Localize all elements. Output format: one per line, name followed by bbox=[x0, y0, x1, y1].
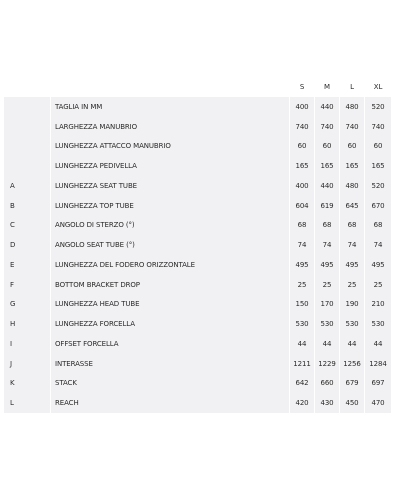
row-letter bbox=[4, 156, 50, 176]
table-row bbox=[4, 334, 391, 354]
row-letter bbox=[4, 117, 50, 137]
value-l: 645 bbox=[340, 196, 364, 216]
row-label: LUNGHEZZA ATTACCO MANUBRIO bbox=[51, 137, 289, 157]
value-s: 604 bbox=[290, 196, 314, 216]
row-letter bbox=[4, 137, 50, 157]
value-s: 495 bbox=[290, 255, 314, 275]
value-l: 530 bbox=[340, 314, 364, 334]
value-s: 740 bbox=[290, 117, 314, 137]
value-s: 165 bbox=[290, 156, 314, 176]
table-row bbox=[4, 393, 391, 413]
value-l: 68 bbox=[340, 216, 364, 236]
value-l: 25 bbox=[340, 275, 364, 295]
table-row bbox=[4, 354, 391, 374]
row-letter: B bbox=[4, 196, 50, 216]
value-l: 740 bbox=[340, 117, 364, 137]
value-m: 440 bbox=[315, 97, 339, 117]
table-row bbox=[4, 216, 391, 236]
row-letter: I bbox=[4, 334, 50, 354]
value-s: 530 bbox=[290, 314, 314, 334]
value-xl: 68 bbox=[365, 216, 391, 236]
value-xl: 1284 bbox=[365, 354, 391, 374]
row-label: REACH bbox=[51, 393, 289, 413]
value-xl: 210 bbox=[365, 295, 391, 315]
row-label: LARGHEZZA MANUBRIO bbox=[51, 117, 289, 137]
value-s: 68 bbox=[290, 216, 314, 236]
value-xl: 74 bbox=[365, 235, 391, 255]
row-label: LUNGHEZZA HEAD TUBE bbox=[51, 295, 289, 315]
value-l: 450 bbox=[340, 393, 364, 413]
size-header-xl: XL bbox=[365, 76, 391, 97]
table-row bbox=[4, 374, 391, 394]
row-label: LUNGHEZZA TOP TUBE bbox=[51, 196, 289, 216]
value-s: 400 bbox=[290, 97, 314, 117]
value-s: 25 bbox=[290, 275, 314, 295]
value-xl: 60 bbox=[365, 137, 391, 157]
value-m: 740 bbox=[315, 117, 339, 137]
table-row bbox=[4, 235, 391, 255]
value-m: 495 bbox=[315, 255, 339, 275]
value-l: 679 bbox=[340, 374, 364, 394]
value-s: 420 bbox=[290, 393, 314, 413]
row-letter: F bbox=[4, 275, 50, 295]
row-letter: L bbox=[4, 393, 50, 413]
header-blank-label bbox=[51, 76, 289, 97]
value-s: 74 bbox=[290, 235, 314, 255]
table-row bbox=[4, 314, 391, 334]
value-m: 1229 bbox=[315, 354, 339, 374]
value-l: 495 bbox=[340, 255, 364, 275]
row-label: STACK bbox=[51, 374, 289, 394]
row-letter: C bbox=[4, 216, 50, 236]
value-m: 60 bbox=[315, 137, 339, 157]
value-l: 74 bbox=[340, 235, 364, 255]
table-row bbox=[4, 137, 391, 157]
table-row bbox=[4, 295, 391, 315]
value-m: 170 bbox=[315, 295, 339, 315]
value-s: 1211 bbox=[290, 354, 314, 374]
row-letter: J bbox=[4, 354, 50, 374]
value-l: 44 bbox=[340, 334, 364, 354]
row-label: ANGOLO SEAT TUBE (°) bbox=[51, 235, 289, 255]
value-m: 25 bbox=[315, 275, 339, 295]
value-m: 74 bbox=[315, 235, 339, 255]
table-row bbox=[4, 117, 391, 137]
value-xl: 165 bbox=[365, 156, 391, 176]
value-xl: 44 bbox=[365, 334, 391, 354]
size-header-m: M bbox=[315, 76, 339, 97]
table-row bbox=[4, 275, 391, 295]
row-label: INTERASSE bbox=[51, 354, 289, 374]
value-xl: 530 bbox=[365, 314, 391, 334]
value-xl: 697 bbox=[365, 374, 391, 394]
value-xl: 670 bbox=[365, 196, 391, 216]
row-label: ANGOLO DI STERZO (°) bbox=[51, 216, 289, 236]
row-label: LUNGHEZZA SEAT TUBE bbox=[51, 176, 289, 196]
value-l: 190 bbox=[340, 295, 364, 315]
size-header-l: L bbox=[340, 76, 364, 97]
value-m: 530 bbox=[315, 314, 339, 334]
row-label: BOTTOM BRACKET DROP bbox=[51, 275, 289, 295]
value-l: 480 bbox=[340, 176, 364, 196]
value-l: 165 bbox=[340, 156, 364, 176]
row-letter: A bbox=[4, 176, 50, 196]
row-letter: G bbox=[4, 295, 50, 315]
value-s: 150 bbox=[290, 295, 314, 315]
value-xl: 25 bbox=[365, 275, 391, 295]
table-row bbox=[4, 156, 391, 176]
row-letter bbox=[4, 97, 50, 117]
row-letter: H bbox=[4, 314, 50, 334]
value-xl: 520 bbox=[365, 176, 391, 196]
value-m: 440 bbox=[315, 176, 339, 196]
row-letter: D bbox=[4, 235, 50, 255]
value-xl: 520 bbox=[365, 97, 391, 117]
geometry-table bbox=[3, 76, 392, 413]
value-l: 1256 bbox=[340, 354, 364, 374]
size-header-s: S bbox=[290, 76, 314, 97]
row-label: LUNGHEZZA FORCELLA bbox=[51, 314, 289, 334]
value-xl: 470 bbox=[365, 393, 391, 413]
value-l: 480 bbox=[340, 97, 364, 117]
value-xl: 495 bbox=[365, 255, 391, 275]
value-xl: 740 bbox=[365, 117, 391, 137]
value-s: 400 bbox=[290, 176, 314, 196]
table-row bbox=[4, 97, 391, 117]
row-label: TAGLIA IN MM bbox=[51, 97, 289, 117]
row-label: LUNGHEZZA DEL FODERO ORIZZONTALE bbox=[51, 255, 289, 275]
table-row bbox=[4, 255, 391, 275]
table-row bbox=[4, 176, 391, 196]
row-label: LUNGHEZZA PEDIVELLA bbox=[51, 156, 289, 176]
value-l: 60 bbox=[340, 137, 364, 157]
value-s: 642 bbox=[290, 374, 314, 394]
value-m: 44 bbox=[315, 334, 339, 354]
row-letter: K bbox=[4, 374, 50, 394]
row-letter: E bbox=[4, 255, 50, 275]
value-m: 619 bbox=[315, 196, 339, 216]
value-s: 44 bbox=[290, 334, 314, 354]
table-header bbox=[4, 76, 391, 97]
value-s: 60 bbox=[290, 137, 314, 157]
header-blank-letter bbox=[4, 76, 50, 97]
value-m: 660 bbox=[315, 374, 339, 394]
value-m: 430 bbox=[315, 393, 339, 413]
table-body bbox=[4, 97, 391, 413]
header-row bbox=[4, 76, 391, 97]
value-m: 165 bbox=[315, 156, 339, 176]
table-row bbox=[4, 196, 391, 216]
value-m: 68 bbox=[315, 216, 339, 236]
row-label: OFFSET FORCELLA bbox=[51, 334, 289, 354]
